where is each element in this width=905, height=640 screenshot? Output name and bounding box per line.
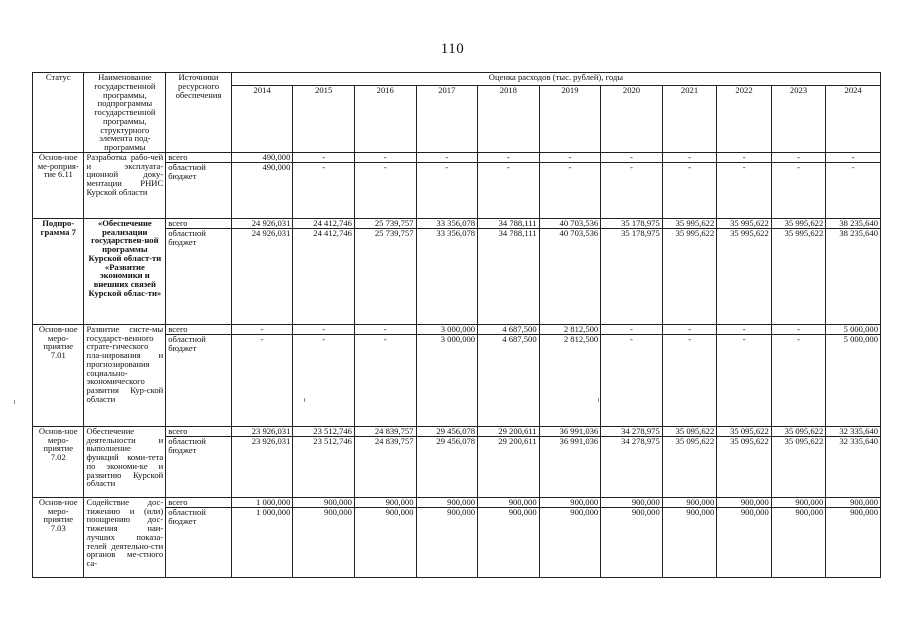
value-cell: 35 095,622 [717,426,772,436]
value-cell: 33 356,078 [416,218,478,228]
value-cell: - [771,334,826,426]
value-cell: 900,000 [717,497,772,507]
value-cell: 490,000 [231,162,293,218]
value-cell: 1 000,000 [231,507,293,577]
value-cell: 29 456,078 [416,426,478,436]
value-cell: 2 812,500 [539,324,601,334]
value-cell: 24 412,746 [293,218,355,228]
value-cell: 900,000 [478,497,540,507]
source-cell: всего [166,497,232,507]
value-cell: 24 412,746 [293,228,355,324]
value-cell: 32 335,640 [826,426,881,436]
value-cell: - [601,152,663,162]
value-cell: 25 739,757 [354,218,416,228]
value-cell: 490,000 [231,152,293,162]
value-cell: - [354,162,416,218]
value-cell: 35 095,622 [717,436,772,497]
value-cell: 5 000,000 [826,324,881,334]
value-cell: 35 095,622 [771,436,826,497]
value-cell: - [662,162,717,218]
value-cell: - [354,334,416,426]
year-header: 2020 [601,85,663,152]
source-cell: всего [166,152,232,162]
year-header: 2024 [826,85,881,152]
year-header: 2022 [717,85,772,152]
value-cell: - [771,152,826,162]
name-cell: «Обеспечение реализации государствен-ной программы Курской област-ти «Развитие экономики и внешних связей Курской облас-ти» [84,218,166,324]
value-cell: 35 178,975 [601,228,663,324]
value-cell: 2 812,500 [539,334,601,426]
value-cell: - [354,324,416,334]
value-cell: 900,000 [293,507,355,577]
value-cell: 24 926,031 [231,228,293,324]
value-cell: - [293,324,355,334]
value-cell: - [231,324,293,334]
value-cell: - [717,152,772,162]
year-header: 2014 [231,85,293,152]
value-cell: 900,000 [539,507,601,577]
year-header: 2019 [539,85,601,152]
value-cell: 38 235,640 [826,228,881,324]
value-cell: 34 278,975 [601,436,663,497]
value-cell: 23 512,746 [293,426,355,436]
value-cell: 900,000 [601,497,663,507]
value-cell: 24 926,031 [231,218,293,228]
value-cell: - [826,162,881,218]
value-cell: 900,000 [539,497,601,507]
value-cell: 33 356,078 [416,228,478,324]
value-cell: 900,000 [354,507,416,577]
scan-mark [304,398,305,402]
value-cell: 23 926,031 [231,426,293,436]
value-cell: 34 278,975 [601,426,663,436]
name-cell: Разработка рабо-чей и эксплуата-ционной доку-ментации РНИС Курской области [84,152,166,218]
source-cell: всего [166,426,232,436]
value-cell: 35 178,975 [601,218,663,228]
value-cell: - [662,152,717,162]
value-cell: - [717,334,772,426]
value-cell: 24 839,757 [354,426,416,436]
value-cell: - [231,334,293,426]
value-cell: 900,000 [478,507,540,577]
value-cell: 34 788,111 [478,218,540,228]
value-cell: - [416,162,478,218]
value-cell: 900,000 [293,497,355,507]
value-cell: - [662,324,717,334]
value-cell: - [601,162,663,218]
value-cell: - [293,152,355,162]
source-cell: областной бюджет [166,334,232,426]
value-cell: - [662,334,717,426]
value-cell: - [771,162,826,218]
value-cell: 5 000,000 [826,334,881,426]
year-header: 2017 [416,85,478,152]
year-header: 2016 [354,85,416,152]
header-sources: Источники ресурсного обеспечения [166,73,232,153]
value-cell: 900,000 [601,507,663,577]
value-cell: 36 991,036 [539,436,601,497]
year-header: 2021 [662,85,717,152]
header-status: Статус [33,73,84,153]
value-cell: 900,000 [826,507,881,577]
scan-mark [14,400,15,404]
value-cell: 4 687,500 [478,324,540,334]
status-cell: Основ-ное меро-приятие 7.02 [33,426,84,497]
value-cell: 35 995,622 [662,228,717,324]
value-cell: - [416,152,478,162]
value-cell: - [539,162,601,218]
page-number: 110 [440,41,465,57]
value-cell: - [478,152,540,162]
value-cell: - [771,324,826,334]
value-cell: - [354,152,416,162]
value-cell: 900,000 [416,507,478,577]
value-cell: 35 995,622 [662,218,717,228]
header-name: Наименование государственной программы, подпрограммы государственной программы, структурного элемента под-программы [84,73,166,153]
value-cell: 35 095,622 [771,426,826,436]
table-row [33,497,881,507]
value-cell: 29 200,611 [478,436,540,497]
value-cell: 3 000,000 [416,334,478,426]
value-cell: 900,000 [771,497,826,507]
value-cell: 36 991,036 [539,426,601,436]
name-cell: Обеспечение деятельности и выполнение функций коми-тета по экономи-ке и развитию Курской области [84,426,166,497]
header-estimate: Оценка расходов (тыс. рублей), годы [231,73,880,86]
status-cell: Основ-ное ме-роприя-тие 6.11 [33,152,84,218]
value-cell: 3 000,000 [416,324,478,334]
value-cell: 35 995,622 [717,228,772,324]
status-cell: Основ-ное меро-приятие 7.03 [33,497,84,577]
budget-table [32,72,881,578]
value-cell: 24 839,757 [354,436,416,497]
source-cell: областной бюджет [166,436,232,497]
source-cell: всего [166,324,232,334]
value-cell: 900,000 [826,497,881,507]
status-cell: Основ-ное меро-приятие 7.01 [33,324,84,426]
status-cell: Подпро-грамма 7 [33,218,84,324]
source-cell: всего [166,218,232,228]
year-header: 2023 [771,85,826,152]
value-cell: 34 788,111 [478,228,540,324]
source-cell: областной бюджет [166,162,232,218]
value-cell: 23 512,746 [293,436,355,497]
year-header: 2018 [478,85,540,152]
value-cell: 38 235,640 [826,218,881,228]
source-cell: областной бюджет [166,507,232,577]
value-cell: 25 739,757 [354,228,416,324]
value-cell: 900,000 [771,507,826,577]
value-cell: 35 995,622 [771,218,826,228]
value-cell: 35 095,622 [662,436,717,497]
value-cell: 32 335,640 [826,436,881,497]
value-cell: 900,000 [416,497,478,507]
name-cell: Содействие дос-тижению и (или) поощрению дос-тижения наи-лучших показа-телей деятельно-сти органов ме-стного са- [84,497,166,577]
value-cell: 1 000,000 [231,497,293,507]
table-row [33,426,881,436]
value-cell: - [717,162,772,218]
value-cell: 23 926,031 [231,436,293,497]
value-cell: - [717,324,772,334]
value-cell: 35 095,622 [662,426,717,436]
value-cell: - [539,152,601,162]
table-row [33,152,881,162]
value-cell: 900,000 [717,507,772,577]
value-cell: 900,000 [662,497,717,507]
value-cell: - [478,162,540,218]
table-body [33,152,881,577]
value-cell: - [293,334,355,426]
value-cell: - [601,324,663,334]
year-header: 2015 [293,85,355,152]
value-cell: - [601,334,663,426]
value-cell: 4 687,500 [478,334,540,426]
value-cell: - [826,152,881,162]
value-cell: 35 995,622 [717,218,772,228]
source-cell: областной бюджет [166,228,232,324]
value-cell: 40 703,536 [539,228,601,324]
name-cell: Развитие систе-мы государст-венного страте-гического пла-нирования и прогнозирования социально-экономического развития Кур-ской области [84,324,166,426]
value-cell: - [293,162,355,218]
value-cell: 35 995,622 [771,228,826,324]
value-cell: 900,000 [662,507,717,577]
table-row [33,218,881,228]
table-row [33,324,881,334]
value-cell: 29 456,078 [416,436,478,497]
value-cell: 900,000 [354,497,416,507]
scan-mark [598,398,599,402]
value-cell: 40 703,536 [539,218,601,228]
value-cell: 29 200,611 [478,426,540,436]
